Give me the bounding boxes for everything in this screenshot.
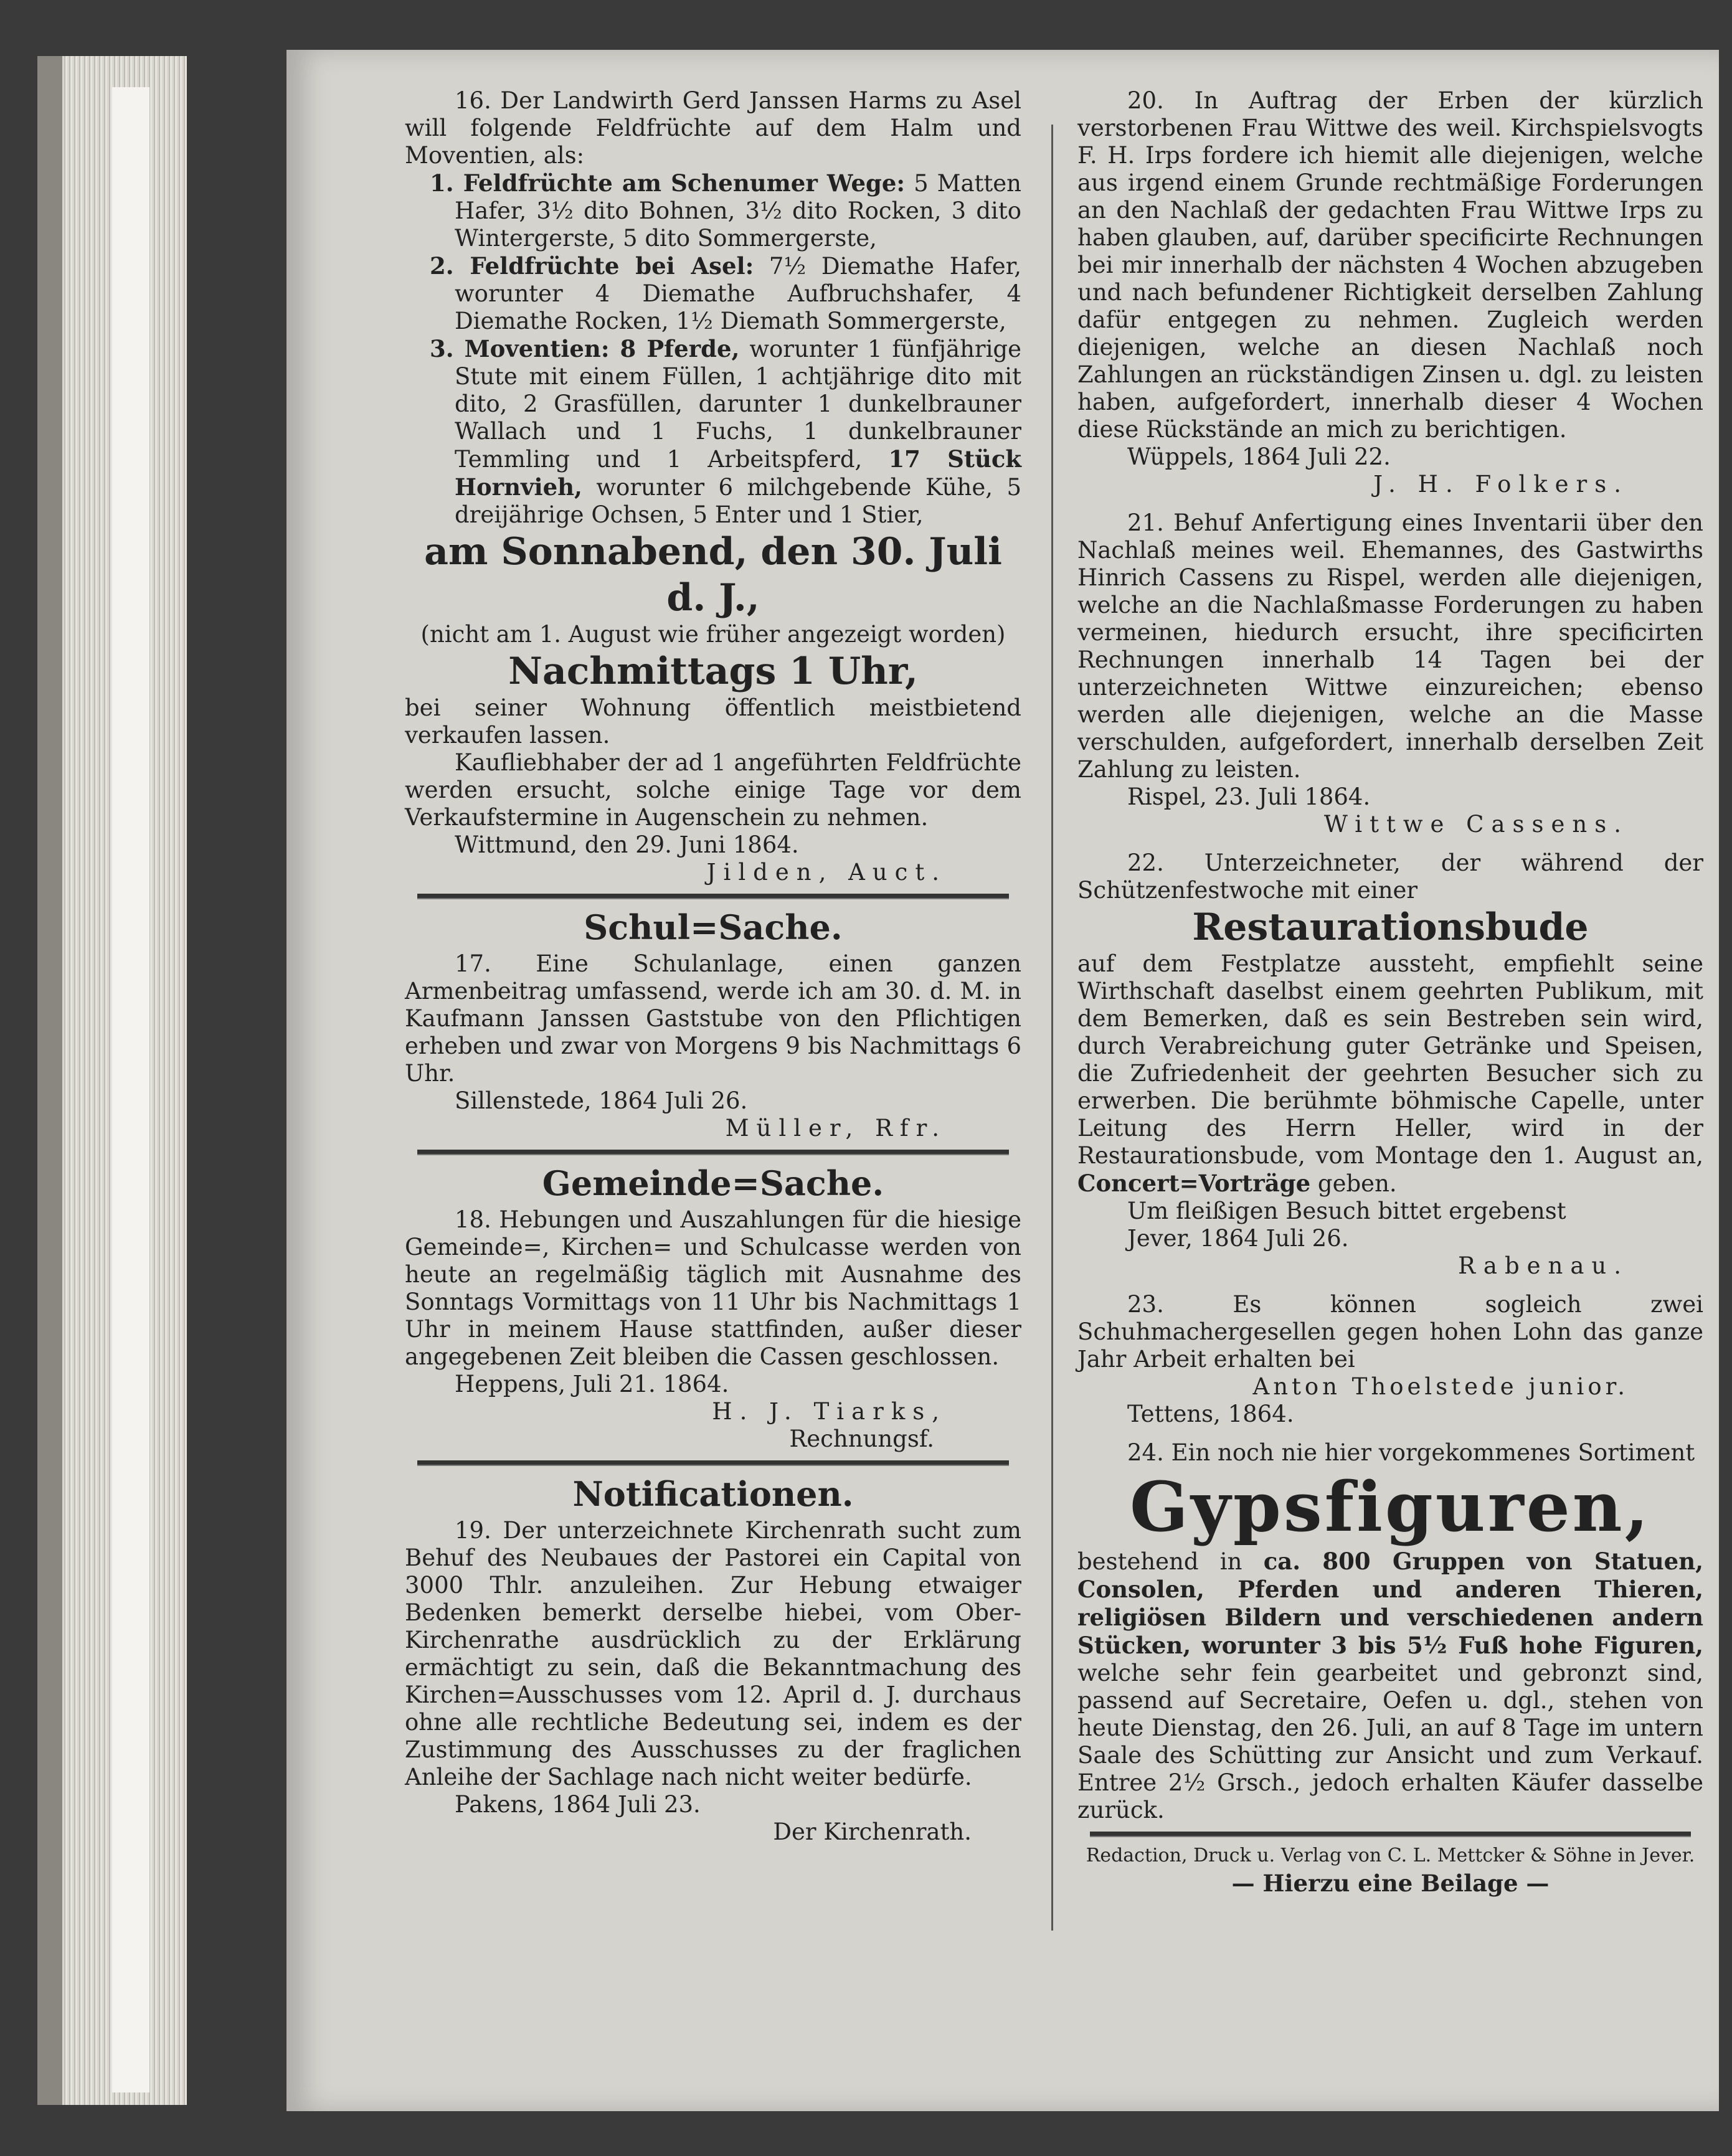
item-3-tail: worunter 6 milchgebende Kühe, 5 dreijährige Ochsen, 5 Enter und 1 Stier, [455,474,1021,528]
notice-19-signature: Der Kirchenrath. [773,1818,972,1845]
notice-16-item-3 [405,335,1021,529]
notice-18-title: Rechnungsf. [789,1426,934,1452]
notice-16-buyers: Kaufliebhaber der ad 1 angeführten Feldfrüchte werden ersucht, solche einige Tage vor dem Verkaufstermine in Augenschein zu nehmen. [405,749,1021,831]
section-heading-gemeinde: Gemeinde=Sache. [542,1163,884,1203]
notice-17 [405,950,1021,1142]
notice-22-text: auf dem Festplatze aussteht, empfiehlt seine Wirthschaft daselbst einem geehrten Publikum, mit dem Bemerken, daß es sein Bestreben sein wird, durch Verabreichung guter Getränke und Speisen, die Zufriedenheit der geehrten Besucher sich zu erwerben. Die berühmte böhmische Capelle, unter Leitung des Herrn Heller, wird in der Restaurationsbude, vom Montage den 1. August an, [1077,950,1703,1169]
notice-22-tail: geben. [1317,1170,1397,1197]
left-column [405,87,1021,1846]
notice-21-body: 21. Behuf Anfertigung eines Inventarii über den Nachlaß meines weil. Ehemannes, des Gastwirths Hinrich Cassens zu Rispel, werden alle diejenigen, welche an die Nachlaßmasse Forderungen zu haben vermeinen, hiedurch ersucht, ihre specificirten Rechnungen innerhalb 14 Tagen bei der unterzeichneten Wittwe einzureichen; ebenso werden alle diejenigen, welche an die Masse verschulden, aufgefordert, innerhalb derselben Zeit Zahlung zu leisten. [1077,509,1703,783]
notice-24-bold: ca. 800 Gruppen von Statuen, Consolen, Pferden und anderen Thieren, religiösen Bildern und verschiedenen andern Stücken, worunter 3 bis 5½ Fuß hohe Figuren, [1077,1548,1704,1659]
notice-22-body [1077,950,1703,1198]
right-column [1077,87,1703,1897]
notice-16-item-2 [405,252,1021,335]
notice-19-body: 19. Der unterzeichnete Kirchenrath sucht zum Behuf des Neubaues der Pastorei ein Capital von 3000 Thlr. anzuleihen. Zur Hebung etwaiger Bedenken bemerkt derselbe hiebei, vom Ober-Kirchenrathe ausdrücklich zu der Erklärung ermächtigt zu sein, daß die Bekanntmachung des Kirchen=Ausschusses vom 12. April d. J. durchaus ohne alle rechtliche Bedeutung sei, indem es der Zustimmung des Ausschusses zu der fraglichen Anleihe der Sachlage nach nicht weiter bedürfe. [405,1517,1021,1790]
notice-20-place: Wüppels, 1864 Juli 22. [1127,443,1391,470]
notice-22-signature: Rabenau. [1458,1252,1629,1279]
notice-23-place: Tettens, 1864. [1127,1401,1294,1427]
newspaper-page [286,50,1719,2111]
notice-23-signature: Anton Thoelstede junior. [1252,1373,1629,1400]
notice-22-intro: 22. Unterzeichneter, der während der Schützenfestwoche mit einer [1077,849,1703,904]
notice-24-heading: Gypsfiguren, [1130,1467,1651,1547]
notice-16-date: am Sonnabend, den 30. Juli d. J., [424,530,1002,620]
notice-22-place: Jever, 1864 Juli 26. [1127,1225,1349,1252]
notice-22-request: Um fleißigen Besuch bittet ergebenst [1127,1198,1566,1224]
column-divider [1051,125,1053,1931]
notice-16-signature: Jilden, Auct. [706,859,947,886]
imprint: Redaction, Druck u. Verlag von C. L. Mettcker & Söhne in Jever. [1086,1845,1695,1866]
footer-rule [1090,1832,1691,1837]
notice-20 [1077,87,1703,498]
notice-16-note: (nicht am 1. August wie früher angezeigt worden) [420,621,1006,648]
notice-17-place: Sillenstede, 1864 Juli 26. [455,1087,748,1114]
notice-18-place: Heppens, Juli 21. 1864. [455,1371,729,1397]
notice-22 [1077,849,1703,1280]
notice-24-lead: bestehend in [1077,1548,1242,1575]
notice-16-intro: 16. Der Landwirth Gerd Janssen Harms zu Asel will folgende Feldfrüchte auf dem Halm und Moventien, als: [405,87,1021,169]
item-2-body: 7½ Diemathe Hafer, worunter 4 Diemathe Aufbruchshafer, 4 Diemathe Rocken, 1½ Diemath Sommergerste, [455,253,1021,334]
notice-19 [405,1517,1021,1846]
notice-22-concert: Concert=Vorträge [1077,1170,1311,1197]
book-edge-pages [112,87,149,2092]
notice-16-sale: bei seiner Wohnung öffentlich meistbietend verkaufen lassen. [405,694,1021,749]
notice-18-signature: H. J. Tiarks, [712,1398,947,1425]
notice-23-body: 23. Es können sogleich zwei Schuhmachergesellen gegen hohen Lohn das ganze Jahr Arbeit erhalten bei [1077,1291,1703,1373]
section-heading-schul: Schul=Sache. [584,907,843,947]
section-rule [417,894,1009,899]
item-1-body: 5 Matten Hafer, 3½ dito Bohnen, 3½ dito Rocken, 3 dito Wintergerste, 5 dito Sommergerste, [455,170,1021,252]
notice-24-intro: 24. Ein noch nie hier vorgekommenes Sortiment [1127,1439,1695,1466]
section-rule [417,1460,1009,1466]
notice-22-heading: Restaurationsbude [1192,905,1589,949]
item-2-heading: 2. Feldfrüchte bei Asel: [430,252,754,280]
notice-18-body: 18. Hebungen und Auszahlungen für die hiesige Gemeinde=, Kirchen= und Schulcasse werden von heute an regelmäßig täglich mit Ausnahme des Sonntags Vormittags von 11 Uhr bis Nachmittags 1 Uhr in meinem Hause stattfinden, außer dieser angegebenen Zeit bleiben die Cassen geschlossen. [405,1206,1021,1370]
notice-20-body: 20. In Auftrag der Erben der kürzlich verstorbenen Frau Wittwe des weil. Kirchspielsvogts F. H. Irps fordere ich hiemit alle diejenigen, welche aus irgend einem Grunde rechtmäßige Forderungen an den Nachlaß der gedachten Frau Wittwe Irps zu haben glauben, auf, darüber specificirte Rechnungen bei mir innerhalb der nächsten 4 Wochen abzugeben und nach befundener Richtigkeit derselben Zahlung dafür entgegen zu nehmen. Zugleich werden diejenigen, welche an diesen Nachlaß noch Zahlungen an rückständigen Zinsen u. dgl. zu leisten haben, aufgefordert, innerhalb dieser 4 Wochen diese Rückstände an mich zu berichtigen. [1077,87,1703,443]
item-3-body: worunter 1 fünfjährige Stute mit einem Füllen, 1 achtjährige dito mit dito, 2 Grasfüllen, darunter 1 dunkelbrauner Wallach und 1 Fuchs, 1 dunkelbrauner Temmling und 1 Arbeitspferd, [455,336,1021,473]
notice-20-signature: J. H. Folkers. [1373,471,1629,498]
notice-24-text: welche sehr fein gearbeitet und gebronzt sind, passend auf Secretaire, Oefen u. dgl., stehen von heute Dienstag, den 26. Juli, an auf 8 Tage im untern Saale des Schütting zur Ansicht und zum Verkauf. Entree 2½ Grsch., jedoch erhalten Käufer dasselbe zurück. [1077,1660,1703,1823]
section-rule [417,1150,1009,1155]
section-heading-notificationen: Notificationen. [572,1474,854,1514]
notice-18 [405,1206,1021,1453]
notice-23 [1077,1291,1703,1428]
item-3-hornvieh: 17 Stück Hornvieh, [455,445,1022,501]
notice-16 [405,87,1021,886]
notice-17-signature: Müller, Rfr. [725,1115,947,1142]
notice-17-body: 17. Eine Schulanlage, einen ganzen Armenbeitrag umfassend, werde ich am 30. d. M. in Kaufmann Janssen Gaststube von den Pflichtigen erheben und zwar von Morgens 9 bis Nachmittags 6 Uhr. [405,950,1021,1087]
notice-16-time: Nachmittags 1 Uhr, [508,650,918,693]
notice-19-place: Pakens, 1864 Juli 23. [455,1791,701,1818]
notice-21-signature: Wittwe Cassens. [1323,811,1629,838]
notice-24-body [1077,1548,1703,1824]
notice-21 [1077,509,1703,838]
notice-16-place: Wittmund, den 29. Juni 1864. [455,831,799,858]
notice-21-place: Rispel, 23. Juli 1864. [1127,783,1371,810]
notice-24 [1077,1439,1703,1824]
item-1-heading: 1. Feldfrüchte am Schenumer Wege: [430,169,906,197]
notice-16-item-1 [405,169,1021,252]
supplement-note: — Hierzu eine Beilage — [1231,1870,1550,1897]
item-3-heading: 3. Moventien: 8 Pferde, [430,335,740,362]
